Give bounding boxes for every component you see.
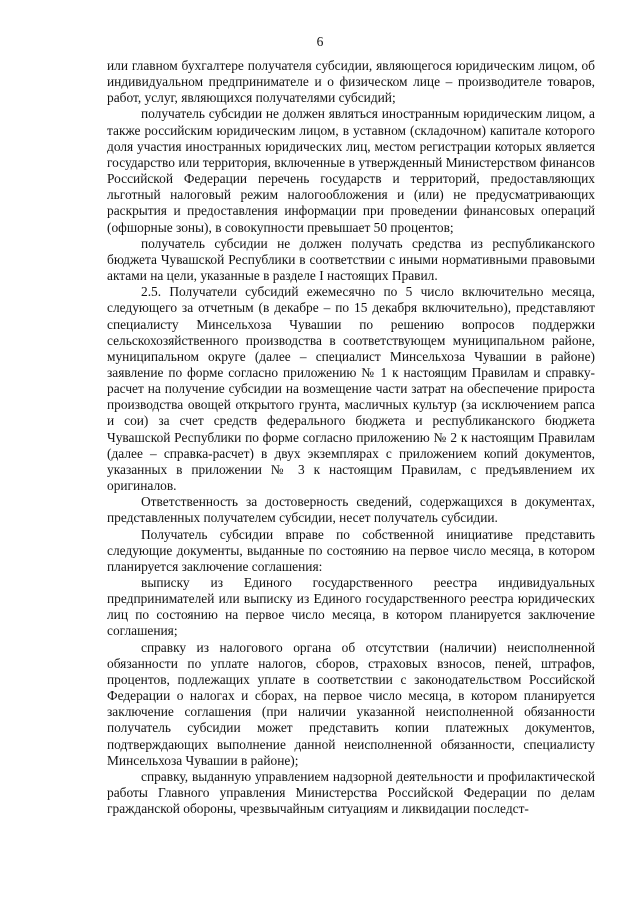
paragraph-1: или главном бухгалтере получателя субсидии, являющегося юридическим лицом, об индивидуальном предпринимателе и о физическом лице – производителе товаров, работ, услуг, являющихся получателями субсидий; bbox=[107, 58, 595, 106]
paragraph-5: Ответственность за достоверность сведений, содержащихся в документах, представленных получателем субсидии, несет получатель субсидии. bbox=[107, 494, 595, 526]
page-number: 6 bbox=[316, 34, 324, 49]
document-body bbox=[107, 58, 595, 817]
paragraph-7: выписку из Единого государственного реестра индивидуальных предпринимателей или выписку из Единого государственного реестра юридических лиц по состоянию на первое число месяца, в котором планируется заключение соглашения; bbox=[107, 575, 595, 639]
paragraph-8: справку из налогового органа об отсутствии (наличии) неисполненной обязанности по уплате налогов, сборов, страховых взносов, пеней, штрафов, процентов, подлежащих уплате в соответствии с законодательством Российской Федерации о налогах и сборах, на первое число месяца, в котором планируется заключение соглашения (при наличии указанной неисполненной обязанности получатель субсидии может представить копии платежных документов, подтверждающих выполнение данной неисполненной обязанности, специалисту Минсельхоза Чувашии в районе); bbox=[107, 639, 595, 768]
paragraph-3: получатель субсидии не должен получать средства из республиканского бюджета Чувашской Республики в соответствии с иными нормативными правовыми актами на цели, указанные в разделе I настоящих Правил. bbox=[107, 235, 595, 284]
paragraph-9: справку, выданную управлением надзорной деятельности и профилактической работы Главного управления Министерства Российской Федерации по делам гражданской обороны, чрезвычайным ситуациям и ликвидации последст- bbox=[107, 768, 595, 817]
paragraph-2: получатель субсидии не должен являться иностранным юридическим лицом, а также российским юридическим лицом, в уставном (складочном) капитале которого доля участия иностранных юридических лиц, местом регистрации которых является государство или территория, включенные в утвержденный Министерством финансов Российской Федерации перечень государств и территорий, предоставляющих льготный налоговый режим налогообложения и (или) не предусматривающих раскрытия и предоставления информации при проведении финансовых операций (офшорные зоны), в совокупности превышает 50 процентов; bbox=[107, 106, 595, 235]
paragraph-6: Получатель субсидии вправе по собственной инициативе представить следующие документы, выданные по состоянию на первое число месяца, в котором планируется заключение соглашения: bbox=[107, 526, 595, 574]
paragraph-4: 2.5. Получатели субсидий ежемесячно по 5 число включительно месяца, следующего за отчетным (в декабре – по 15 декабря включительно), представляют специалисту Минсельхоза Чувашии по решению вопросов поддержки сельскохозяйственного производства в соответствующем муниципальном районе, муниципальном округе (далее – специалист Минсельхоза Чувашии в районе) заявление по форме согласно приложению № 1 к настоящим Правилам и справку-расчет на получение субсидии на возмещение части затрат на обеспечение прироста производства овощей открытого грунта, масличных культур (за исключением рапса и сои) за счет средств федерального бюджета и республиканского бюджета Чувашской Республики по форме согласно приложению № 2 к настоящим Правилам (далее – справка-расчет) в двух экземплярах с приложением копий документов, указанных в приложении № 3 к настоящим Правилам, с предъявлением их оригиналов. bbox=[107, 284, 595, 494]
